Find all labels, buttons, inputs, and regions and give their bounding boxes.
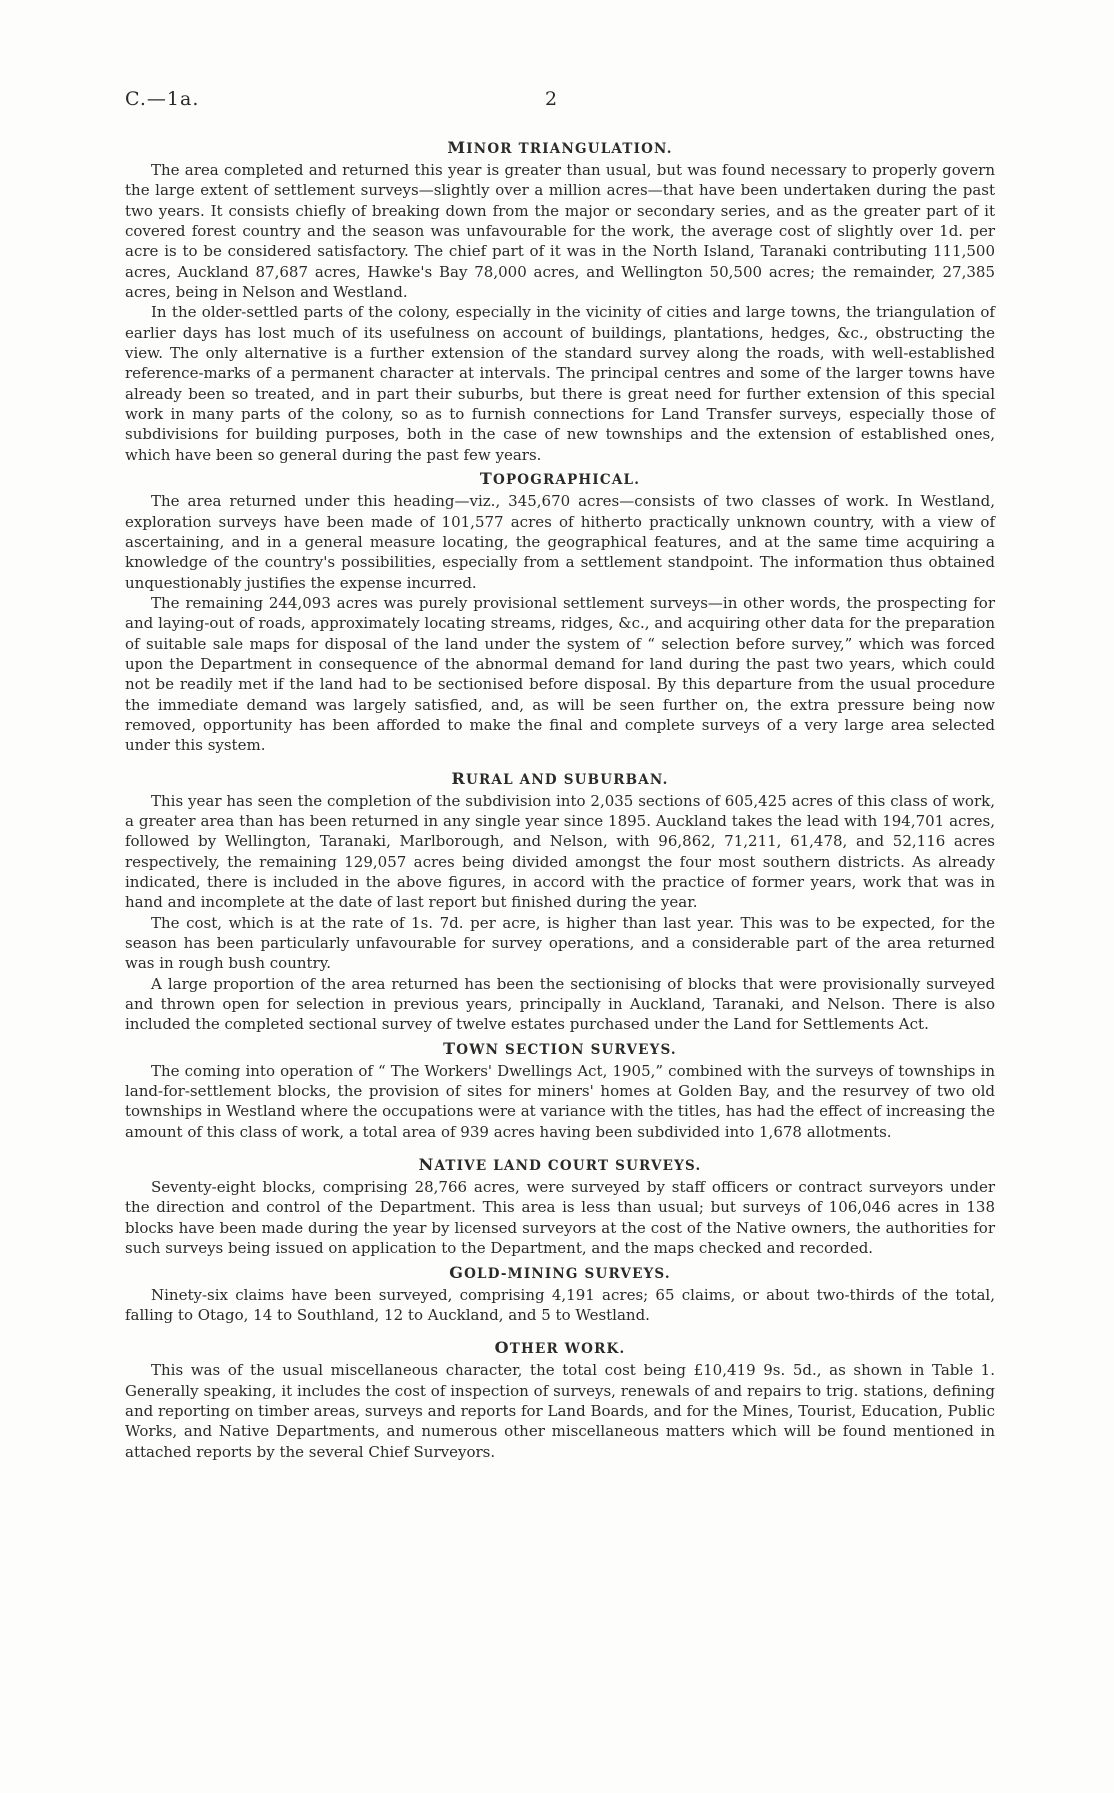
document-reference: C.—1a. xyxy=(125,88,200,110)
running-head xyxy=(125,88,995,114)
section-other-work xyxy=(125,1337,995,1462)
section-heading: TOPOGRAPHICAL. xyxy=(479,469,641,489)
paragraph: This was of the usual miscellaneous character, the total cost being £10,419 9s. 5d., as shown in Table 1. Generally speaking, it includes the cost of inspection of surveys, renewals of and repairs to trig. stations, defining and reporting on timber areas, surveys and reports for Land Boards, and for the Mines, Tourist, Education, Public Works, and Native Departments, and numerous other miscellaneous matters which will be found mentioned in attached reports by the several Chief Surveyors. xyxy=(125,1361,995,1461)
paragraph: Seventy-eight blocks, comprising 28,766 acres, were surveyed by staff officers or contract surveyors under the direction and control of the Department. This area is less than usual; but surveys of 106,046 acres in 138 blocks have been made during the year by licensed surveyors at the cost of the Native owners, the authorities for such surveys being issued on application to the Department, and the maps checked and recorded. xyxy=(125,1178,995,1258)
page-number: 2 xyxy=(545,88,558,110)
section-heading: NATIVE LAND COURT SURVEYS. xyxy=(418,1155,702,1175)
paragraph: The cost, which is at the rate of 1s. 7d. per acre, is higher than last year. This was to be expected, for the season has been particularly unfavourable for survey operations, and a considerable part of the area returned was in rough bush country. xyxy=(125,913,995,973)
paragraph: The area returned under this heading—viz., 345,670 acres—consists of two classes of work. In Westland, exploration surveys have been made of 101,577 acres of hitherto practically unknown country, with a view of ascertaining, and in a general measure locating, the geographical features, and at the same time acquiring a knowledge of the country's possibilities, especially from a settlement standpoint. The information thus obtained unquestionably justifies the expense incurred. xyxy=(125,492,995,592)
paragraph: A large proportion of the area returned has been the sectionising of blocks that were provisionally surveyed and thrown open for selection in previous years, principally in Auckland, Taranaki, and Nelson. There is also included the completed sectional survey of twelve estates purchased under the Land for Settlements Act. xyxy=(125,974,995,1034)
paragraph: The coming into operation of “ The Workers' Dwellings Act, 1905,” combined with the surveys of townships in land-for-settlement blocks, the provision of sites for miners' homes at Golden Bay, and the resurvey of two old townships in Westland where the occupations were at variance with the titles, has had the effect of increasing the amount of this class of work, a total area of 939 acres having been subdivided into 1,678 allotments. xyxy=(125,1061,995,1141)
section-topographical xyxy=(125,468,995,755)
section-heading: OTHER WORK. xyxy=(494,1338,626,1358)
paragraph: This year has seen the completion of the subdivision into 2,035 sections of 605,425 acres of this class of work, a greater area than has been returned in any single year since 1895. Auckland takes the lead with 194,701 acres, followed by Wellington, Taranaki, Marlborough, and Nelson, with 96,862, 71,211, 61,478, and 52,116 acres respectively, the remaining 129,057 acres being divided amongst the four most southern districts. As already indicated, there is included in the above figures, in accord with the practice of former years, work that was in hand and incomplete at the date of last report but finished during the year. xyxy=(125,791,995,912)
section-heading: GOLD-MINING SURVEYS. xyxy=(449,1262,671,1282)
section-town-section-surveys xyxy=(125,1038,995,1142)
paragraph: The remaining 244,093 acres was purely provisional settlement surveys—in other words, the prospecting for and laying-out of roads, approximately locating streams, ridges, &c., and acquiring other data for the preparation of suitable sale maps for disposal of the land under the system of “ selection before survey,” which was forced upon the Department in consequence of the abnormal demand for land during the past two years, which could not be readily met if the land had to be sectionised before disposal. By this departure from the usual procedure the immediate demand was largely satisfied, and, as will be seen further on, the extra pressure being now removed, opportunity has been afforded to make the final and complete surveys of a very large area selected under this system. xyxy=(125,593,995,755)
section-heading: RURAL AND SUBURBAN. xyxy=(451,768,669,788)
section-minor-triangulation xyxy=(125,137,995,465)
paragraph: In the older-settled parts of the colony, especially in the vicinity of cities and large towns, the triangulation of earlier days has lost much of its usefulness on account of buildings, plantations, hedges, &c., obstructing the view. The only alternative is a further extension of the standard survey along the roads, with well-established reference-marks of a permanent character at intervals. The principal centres and some of the larger towns have already been so treated, and in part their suburbs, but there is great need for further extension of this special work in many parts of the colony, so as to furnish connections for Land Transfer surveys, especially those of subdivisions for building purposes, both in the case of new townships and the extension of established ones, which have been so general during the past few years. xyxy=(125,303,995,464)
section-heading: MINOR TRIANGULATION. xyxy=(447,138,673,157)
section-heading: TOWN SECTION SURVEYS. xyxy=(443,1038,677,1058)
section-gold-mining-surveys xyxy=(125,1262,995,1326)
paragraph: Ninety-six claims have been surveyed, comprising 4,191 acres; 65 claims, or about two-thirds of the total, falling to Otago, 14 to Southland, 12 to Auckland, and 5 to Westland. xyxy=(125,1285,995,1324)
document-body xyxy=(125,137,995,1465)
paragraph: The area completed and returned this year is greater than usual, but was found necessary to properly govern the large extent of settlement surveys—slightly over a million acres—that have been undertaken during the past two years. It consists chiefly of breaking down from the major or secondary series, and as the greater part of it covered forest country and the season was unfavourable for the work, the average cost of slightly over 1d. per acre is to be considered satisfactory. The chief part of it was in the North Island, Taranaki contributing 111,500 acres, Auckland 87,687 acres, Hawke's Bay 78,000 acres, and Wellington 50,500 acres; the remainder, 27,385 acres, being in Nelson and Westland. xyxy=(125,161,995,302)
section-native-land-court-surveys xyxy=(125,1154,995,1258)
section-rural-and-suburban xyxy=(125,768,995,1035)
